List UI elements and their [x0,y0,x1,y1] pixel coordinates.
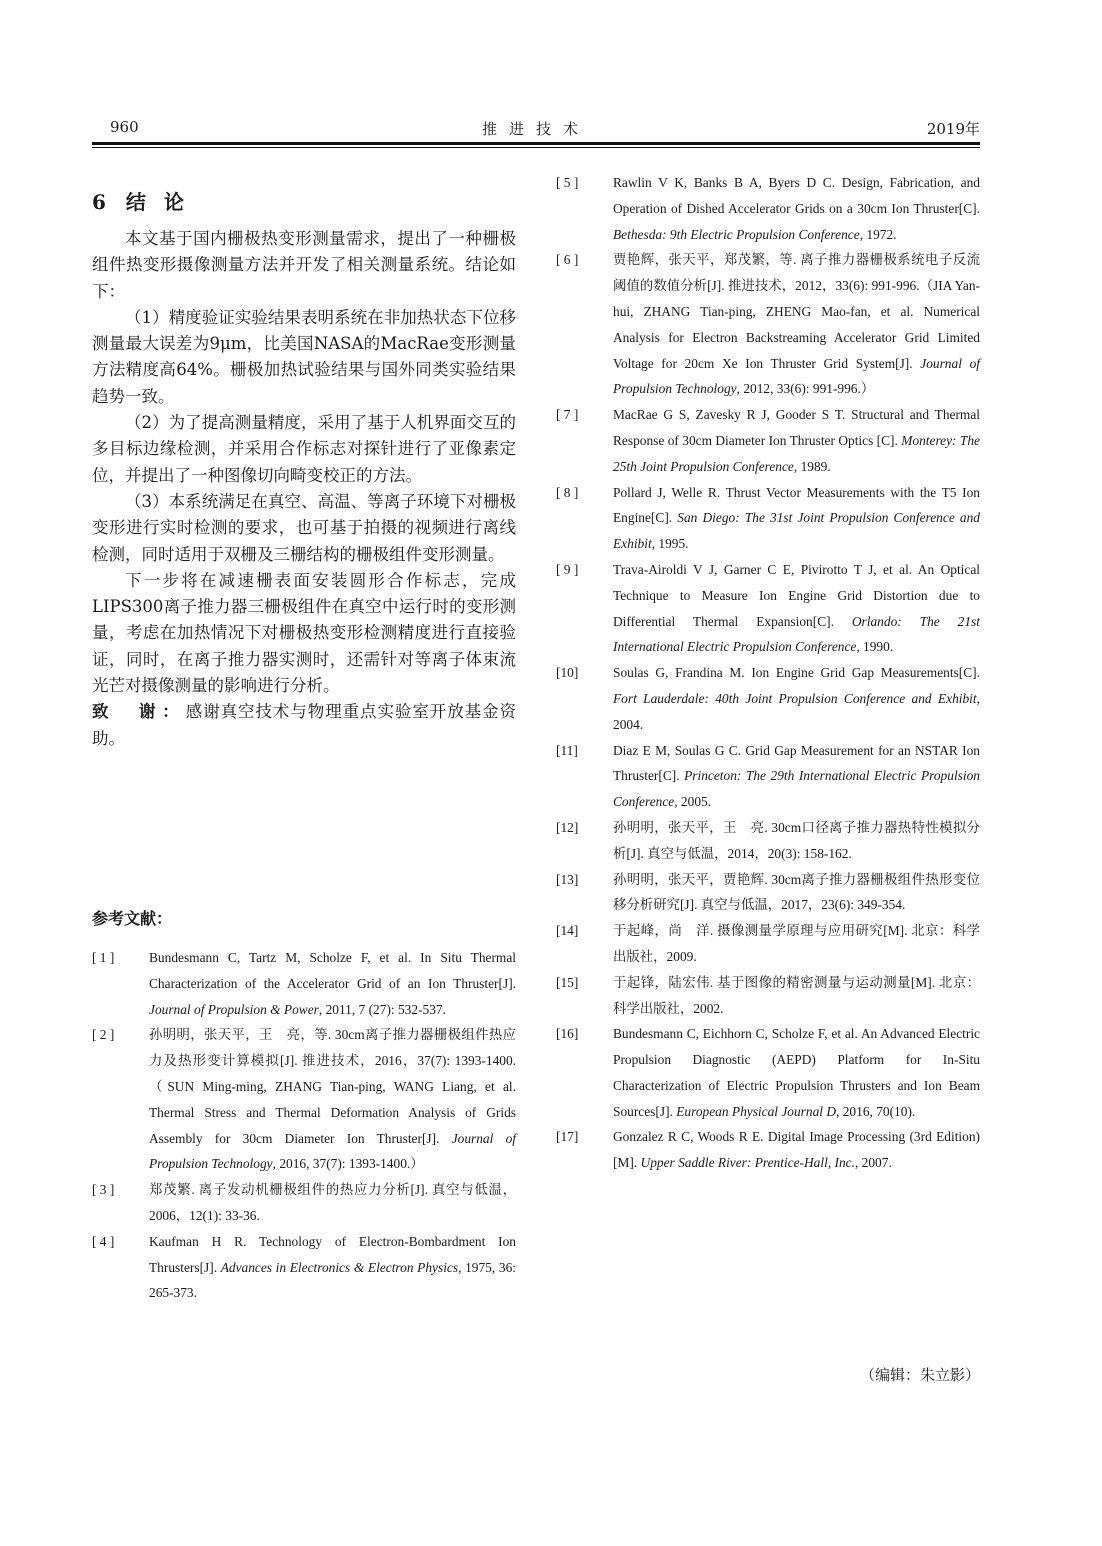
reference-details: , 2005. [674,794,712,810]
reference-text: 孙明明，张天平，王 亮. 30cm口径离子推力器热特性模拟分析[J]. 真空与低温，2014，20(3): 158-162. [613,819,980,861]
reference-item [556,970,980,1022]
reference-item [556,738,980,815]
header-rule-thin [92,147,980,148]
reference-details: , 2016, 70(10). [836,1103,916,1119]
paragraph: （2）为了提高测量精度，采用了基于人机界面交互的多目标边缘检测，并采用合作标志对探针进行了亚像素定位，并提出了一种图像切向畸变校正的方法。 [92,413,516,485]
reference-details: , 2004. [613,690,980,732]
reference-number: [12] [556,819,579,835]
header-rule-thick [92,142,980,145]
reference-number: [11] [556,742,578,758]
reference-item [556,918,980,970]
reference-source: Princeton: The 29th International Electric Propulsion Conference [613,768,980,810]
reference-source: Orlando: The 21st International Electric Propulsion Conference [613,613,980,655]
paragraph: （1）精度验证实验结果表明系统在非加热状态下位移测量最大误差为9μm，比美国NASA的MacRae变形测量方法精度高64%。栅极加热试验结果与国外同类实验结果趋势一致。 [92,307,516,406]
reference-source: Upper Saddle River: Prentice-Hall, Inc. [640,1155,855,1171]
reference-number: [ 4 ] [92,1233,115,1249]
reference-item [556,557,980,660]
reference-text: 孙明明，张天平，贾艳辉. 30cm离子推力器栅极组件热形变位移分析研究[J]. 真空与低温，2017，23(6): 349-354. [613,871,980,913]
reference-details: , 1989. [793,458,831,474]
acknowledgement-label: 致 谢： [92,702,186,722]
reference-item [556,867,980,919]
reference-item [556,247,980,402]
reference-item [92,1022,516,1177]
reference-source: Bethesda: 9th Electric Propulsion Conference [613,226,860,242]
reference-text: 郑茂繁. 离子发动机栅极组件的热应力分析[J]. 真空与低温，2006，12(1): 33-36. [149,1182,516,1223]
reference-item [92,1177,516,1229]
reference-source: Journal of Propulsion Technology [613,355,980,397]
reference-source: Fort Lauderdale: 40th Joint Propulsion Conference and Exhibit [613,690,977,706]
reference-source: San Diego: The 31st Joint Propulsion Conference and Exhibit [613,510,980,552]
reference-source: European Physical Journal D [676,1103,837,1119]
reference-number: [ 5 ] [556,175,579,190]
reference-item [556,1124,980,1176]
reference-item [556,402,980,479]
reference-number: [10] [556,665,579,681]
reference-source: Journal of Propulsion Technology [149,1130,517,1172]
paragraph: 本文基于国内栅极热变形测量需求，提出了一种栅极组件热变形摄像测量方法并开发了相关测量系统。结论如下： [92,229,516,301]
acknowledgement [92,699,516,752]
reference-number: [16] [556,1026,579,1042]
reference-item [92,945,516,1022]
reference-source: Advances in Electronics & Electron Physics [220,1259,459,1275]
reference-text: Gonzalez R C, Woods R E. Digital Image Processing (3rd Edition)[M]. [613,1129,980,1171]
journal-name: 推进技术 [481,120,590,138]
reference-text: Trava-Airoldi V J, Garner C E, Pivirotto T J, et al. An Optical Technique to Measure Ion Engine Grid Distortion due to Differential Thermal Expansion[C]. [613,561,980,629]
reference-text: 贾艳辉，张天平，郑茂繁，等. 离子推力器栅极系统电子反流阈值的数值分析[J]. 推进技术，2012，33(6): 991-996.（JIA Yan-hui, ZHANG Tian-ping, ZHENG Mao-fan, et al. Numerical Analysis for Electron Backstreaming Accelerator Grid Limited Voltage for 20cm Xe Ion Thruster Grid System[J]. [613,252,980,371]
reference-text: Pollard J, Welle R. Thrust Vector Measurements with the T5 Ion Engine[C]. [613,484,980,526]
section-heading [92,186,202,215]
reference-number: [ 7 ] [556,407,579,423]
reference-text: 孙明明，张天平，王 亮，等. 30cm离子推力器栅极组件热应力及热形变计算模拟[J]. 推进技术，2016，37(7): 1393-1400.（SUN Ming-ming, ZHANG Tian-ping, WANG Liang, et al. Thermal Stress and Thermal Deformation Analysis of Grids Assembly for 30cm Diameter Ion Thruster[J]. [149,1027,516,1146]
reference-text: Kaufman H R. Technology of Electron-Bombardment Ion Thrusters[J]. [149,1233,516,1275]
reference-item [556,480,980,557]
reference-source: Monterey: The 25th Joint Propulsion Conference [613,432,980,474]
paragraph: 下一步将在减速栅表面安装圆形合作标志，完成LIPS300离子推力器三栅极组件在真空中运行时的变形测量，考虑在加热情况下对栅极热变形检测精度进行直接验证，同时，在离子推力器实测时，还需针对等离子体束流光芒对摄像测量的影响进行分析。 [92,570,516,696]
reference-item [556,660,980,737]
reference-details: , 1995. [651,536,689,552]
reference-number: [ 3 ] [92,1182,115,1198]
reference-number: [ 8 ] [556,484,579,500]
running-header [92,118,980,140]
reference-details: , 2012, 33(6): 991-996.） [736,381,875,397]
reference-text: Rawlin V K, Banks B A, Byers D C. Design, Fabrication, and Operation of Dished Accelerator Grids on a 30cm Ion Thruster[C]. [613,175,980,216]
references-heading: 参考文献： [92,909,173,928]
reference-item [556,815,980,867]
reference-source: Journal of Propulsion & Power [149,1001,319,1017]
reference-number: [ 1 ] [92,950,115,965]
reference-details: , 2007. [854,1155,892,1171]
reference-number: [ 9 ] [556,561,579,577]
reference-list-right [556,170,980,1176]
reference-number: [ 2 ] [92,1027,115,1043]
reference-text: 于起峰，尚 洋. 摄像测量学原理与应用研究[M]. 北京：科学出版社，2009. [613,923,980,964]
reference-number: [13] [556,871,579,887]
conclusion-body [92,226,516,752]
reference-text: 于起锋，陆宏伟. 基于图像的精密测量与运动测量[M]. 北京：科学出版社，2002. [613,974,980,1016]
reference-item [556,170,980,247]
reference-details: , 1972. [859,226,897,242]
reference-details: , 2016, 37(7): 1393-1400.） [272,1156,424,1172]
reference-item [92,1229,516,1306]
reference-text: Soulas G, Frandina M. Ion Engine Grid Gap Measurements[C]. [613,665,980,681]
reference-text: MacRae G S, Zavesky R J, Gooder S T. Structural and Thermal Response of 30cm Diameter Ion Thruster Optics [C]. [613,407,980,448]
reference-number: [15] [556,974,579,990]
editor-note: （编辑：朱立影） [859,1366,980,1384]
reference-number: [17] [556,1129,579,1145]
paragraph: （3）本系统满足在真空、高温、等离子环境下对栅极变形进行实时检测的要求，也可基于拍摄的视频进行离线检测，同时适用于双栅及三栅结构的栅极组件变形测量。 [92,491,516,564]
reference-list-left [92,945,516,1306]
section-title: 结论 [125,190,202,214]
journal-year: 2019年 [926,120,980,138]
reference-number: [14] [556,923,579,939]
reference-item [556,1021,980,1124]
reference-text: Bundesmann C, Eichhorn C, Scholze F, et al. An Advanced Electric Propulsion Diagnostic (AEPD) Platform for In-Situ Characterization of Electric Propulsion Thrusters and Ion Beam Sources[J]. [613,1026,980,1119]
reference-number: [ 6 ] [556,252,579,268]
reference-text: Diaz E M, Soulas G C. Grid Gap Measurement for an NSTAR Ion Thruster[C]. [613,742,980,784]
reference-details: , 2011, 7 (27): 532-537. [318,1001,446,1017]
reference-details: , 1990. [856,639,894,655]
acknowledgement-text: 感谢真空技术与物理重点实验室开放基金资助。 [92,702,517,748]
page-number: 960 [110,118,139,136]
reference-text: Bundesmann C, Tartz M, Scholze F, et al. In Situ Thermal Characterization of the Accelerator Grid of an Ion Thruster[J]. [149,950,516,991]
section-number: 6 [92,190,108,214]
reference-details: , 1975, 36: 265-373. [149,1259,516,1301]
